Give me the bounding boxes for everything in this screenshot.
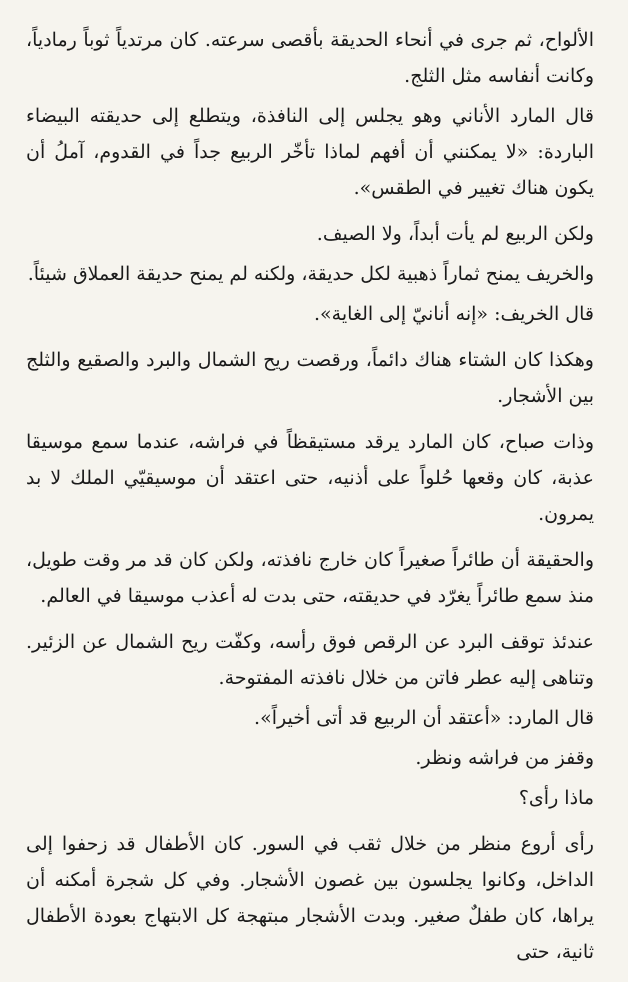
paragraph-13: رأى أروع منظر من خلال ثقب في السور. كان الأطفال قد زحفوا إلى الداخل، وكانوا يجلسون بين غصون الأشجار. وفي كل شجرة أمكنه أن يراها، كان طفلٌ صغير. وبدت الأشجار مبتهجة كل الابتهاج بعودة الأطفال ثانية، حتى — [26, 833, 595, 963]
paragraph-7: وذات صباح، كان المارد يرقد مستيقظاً في فراشه، عندما سمع موسيقا عذبة، كان وقعها حُلواً على أذنيه، حتى اعتقد أن موسيقيّي الملك لا بد يمرون. — [26, 431, 594, 525]
paragraph-10: قال المارد: «أعتقد أن الربيع قد أتى أخيراً». — [254, 707, 594, 729]
paragraph-3: ولكن الربيع لم يأت أبداً، ولا الصيف. — [316, 223, 594, 245]
paragraph-8: والحقيقة أن طائراً صغيراً كان خارج نافذته، ولكن كان قد مر وقت طويل، منذ سمع طائراً يغرّد في حديقته، حتى بدت له أعذب موسيقا في العالم. — [26, 549, 594, 607]
paragraph-9: عندئذ توقف البرد عن الرقص فوق رأسه، وكفّت ريح الشمال عن الزئير. وتناهى إليه عطر فاتن من خلال نافذته المفتوحة. — [26, 631, 594, 689]
paragraph-2: قال المارد الأناني وهو يجلس إلى النافذة، ويتطلع إلى حديقته البيضاء الباردة: «لا يمكنني أن أفهم لماذا تأخّر الربيع جداً في القدوم، آملُ أن يكون هناك تغيير في الطقس». — [26, 105, 594, 199]
paragraph-12: ماذا رأى؟ — [518, 787, 594, 809]
paragraph-1: الألواح، ثم جرى في أنحاء الحديقة بأقصى سرعته. كان مرتدياً ثوباً رمادياً، وكانت أنفاسه مثل الثلج. — [26, 29, 594, 87]
paragraph-6: وهكذا كان الشتاء هناك دائماً، ورقصت ريح الشمال والبرد والصقيع والثلج بين الأشجار. — [26, 349, 594, 407]
paragraph-4: والخريف يمنح ثماراً ذهبية لكل حديقة، ولكنه لم يمنح حديقة العملاق شيئاً. — [27, 263, 594, 285]
paragraph-5: قال الخريف: «إنه أنانيّ إلى الغاية». — [314, 303, 594, 325]
paragraph-11: وقفز من فراشه ونظر. — [415, 747, 594, 769]
